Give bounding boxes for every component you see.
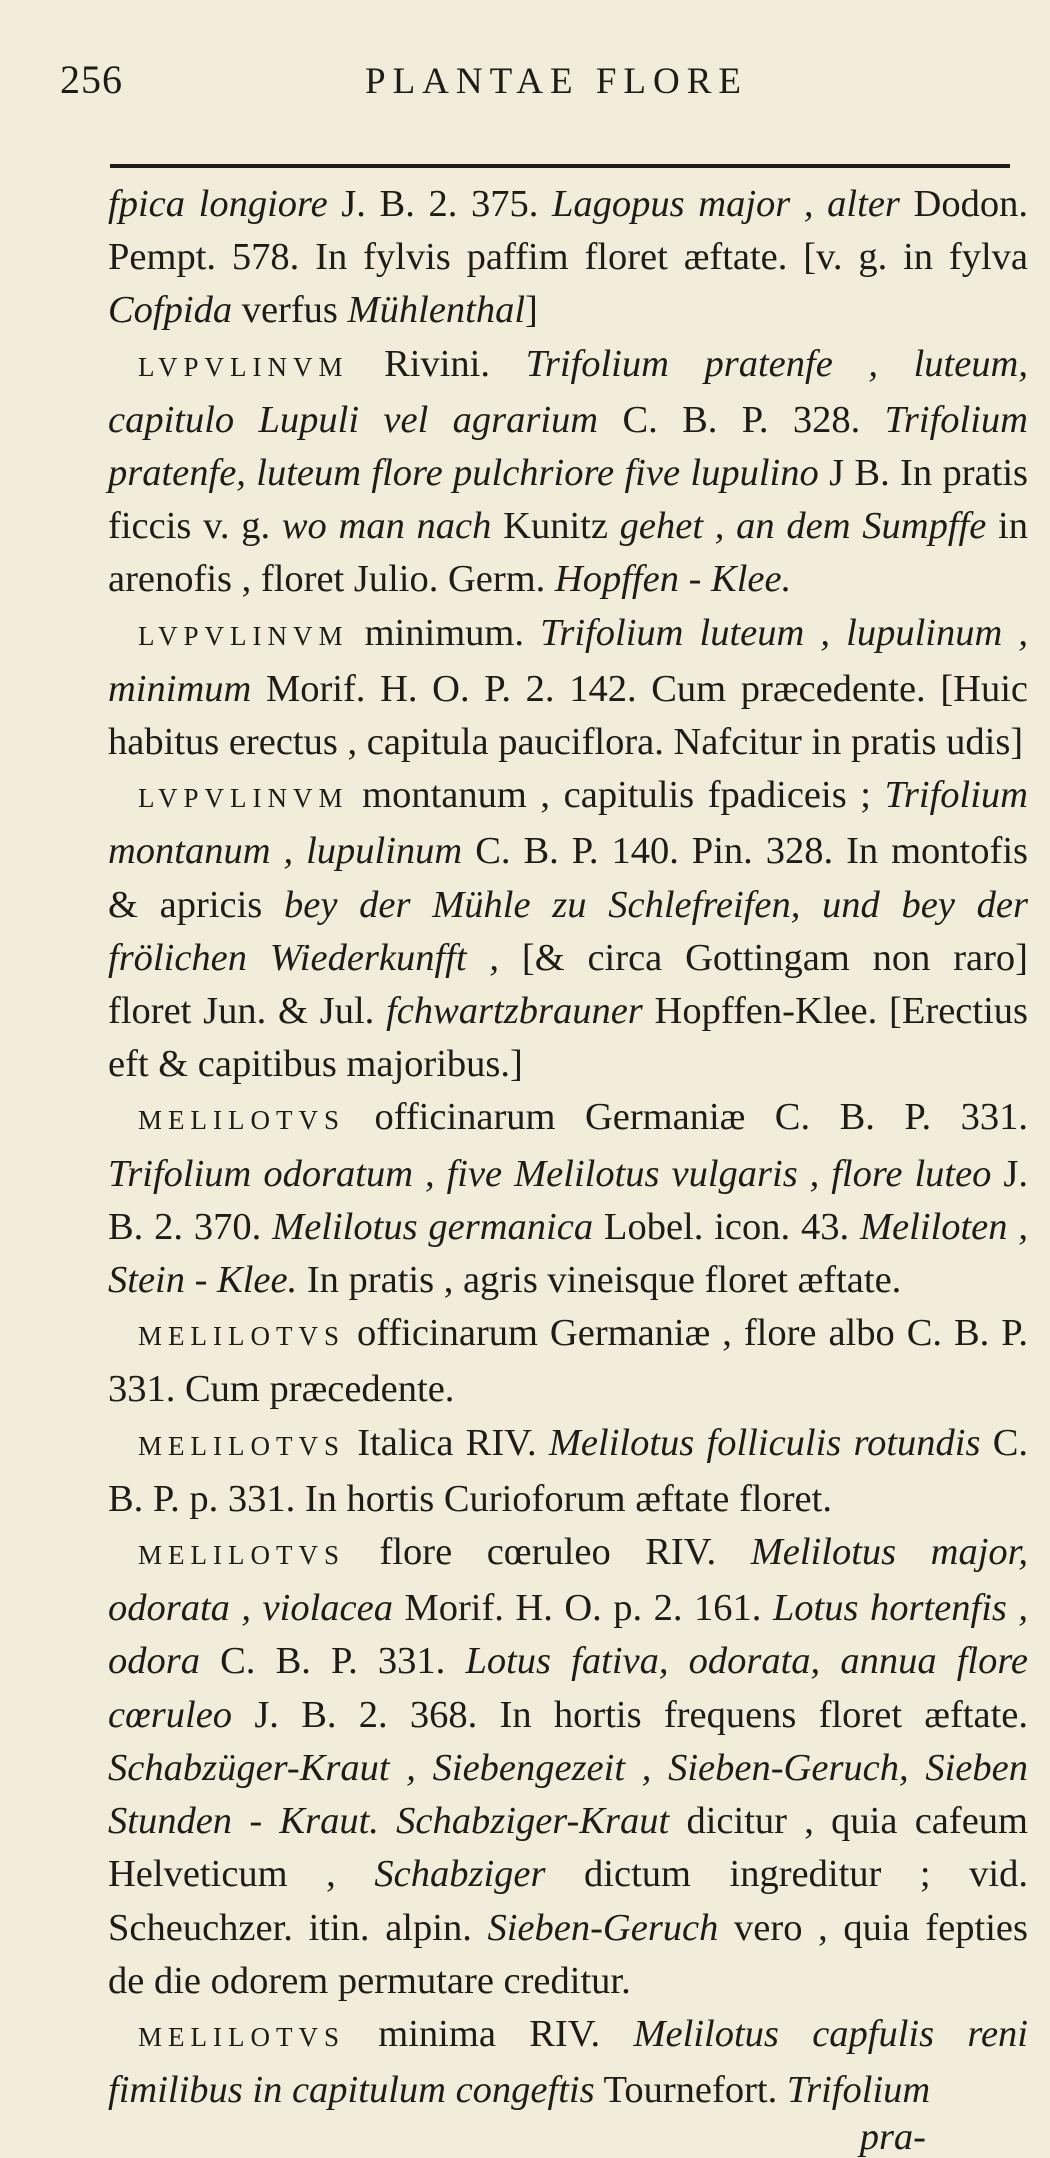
text-run: ] xyxy=(525,289,538,332)
italic-text: Meliloten , Stein - Klee. xyxy=(108,1205,1028,1302)
italic-text: Trifolium odoratum , five Melilotus vulgaris , flore luteo xyxy=(108,1152,992,1195)
text-run: C. B. P. 140. Pin. 328. In montofis & apricis xyxy=(108,830,1029,926)
text-run: Italica RIV. xyxy=(344,1421,549,1464)
text-run: Hopffen-Klee. [Erectius eft & capitibus majoribus.] xyxy=(108,990,1029,1086)
text-run: In pratis , agris vineisque floret æftate. xyxy=(297,1259,902,1302)
text-run: Rivini. xyxy=(348,342,526,385)
paragraph xyxy=(108,1417,1028,1526)
italic-text: Melilotus major, odorata , violacea xyxy=(108,1531,1028,1630)
italic-text: Trifolium pratenfe, luteum flore pulchriore five lupulino xyxy=(108,398,1028,495)
text-run: J. B. 2. 375. xyxy=(327,183,553,225)
text-run: verfus xyxy=(232,289,348,332)
catchword: pra- xyxy=(859,2116,926,2158)
italic-text: Melilotus capfulis reni fimilibus in capitulum congeftis xyxy=(108,2012,1028,2112)
italic-text: Trifolium pratenfe , luteum, capitulo Lupuli vel agrarium xyxy=(108,342,1028,441)
page-header xyxy=(60,56,996,112)
text-run: in arenofis , floret Julio. Germ. xyxy=(108,505,1028,601)
italic-text: Cofpida xyxy=(108,289,233,332)
italic-text: fchwartzbrauner xyxy=(386,990,643,1033)
genus-name: MELILOTVS xyxy=(138,2021,345,2052)
paragraph xyxy=(108,1307,1028,1416)
italic-text: Lotus fativa, odorata, annua flore cœruleo xyxy=(108,1640,1028,1736)
text-run: dictum ingreditur ; vid. Scheuchzer. itin. alpin. xyxy=(108,1853,1029,1949)
italic-text: Mühlenthal xyxy=(347,289,526,332)
italic-text: Lotus hortenfis , odora xyxy=(108,1587,1028,1683)
header-rule xyxy=(110,164,1010,168)
genus-name: MELILOTVS xyxy=(138,1321,345,1352)
text-run: officinarum Germaniæ , flore albo C. B. P. 331. Cum præcedente. xyxy=(108,1312,1028,1411)
text-run: Lobel. icon. 43. xyxy=(593,1205,860,1248)
text-run: J. B. 2. 370. xyxy=(108,1152,1028,1248)
italic-text: Schabziger xyxy=(374,1853,546,1896)
text-run: C. B. P. 331. xyxy=(199,1640,466,1683)
italic-text: Hopffen - Klee. xyxy=(554,558,792,601)
italic-text: fpica longiore xyxy=(108,183,328,225)
italic-text: Melilotus folliculis rotundis xyxy=(548,1421,981,1464)
text-run: minima RIV. xyxy=(344,2012,634,2055)
italic-text: wo man nach xyxy=(281,505,492,548)
text-run: vero , quia fepties de die odorem permutare creditur. xyxy=(108,1906,1028,2002)
text-run: Dodon. Pempt. 578. In fylvis paffim floret æftate. [v. g. in fylva xyxy=(108,183,1028,279)
paragraph xyxy=(108,607,1028,770)
genus-name: LVPVLINVM xyxy=(138,783,349,814)
text-run: J B. In pratis ficcis v. g. xyxy=(108,452,1028,548)
paragraph xyxy=(108,2008,1028,2117)
page-number: 256 xyxy=(60,57,123,102)
italic-text: gehet , an dem Sumpffe xyxy=(619,505,987,548)
text-run: C. B. P. p. 331. In hortis Curioforum æftate floret. xyxy=(108,1421,1028,1520)
paragraph xyxy=(108,769,1028,1091)
genus-name: MELILOTVS xyxy=(138,1105,345,1136)
genus-name: LVPVLINVM xyxy=(138,351,349,382)
italic-text: Trifolium luteum , lupulinum , minimum xyxy=(108,611,1029,710)
running-head: PLANTAE FLORE xyxy=(365,61,749,102)
text-run: [& circa Gottingam non raro] floret Jun. & Jul. xyxy=(108,936,1028,1033)
text-run: minimum. xyxy=(348,611,541,654)
body-text xyxy=(108,178,1028,2117)
text-run: Kunitz xyxy=(491,505,620,548)
text-run: Tournefort. xyxy=(594,2069,787,2112)
text-run: C. B. P. 328. xyxy=(598,398,885,441)
paragraph xyxy=(108,338,1028,607)
italic-text: Trifolium montanum , lupulinum xyxy=(108,774,1028,873)
paragraph xyxy=(108,1091,1028,1307)
text-run: Morif. H. O. p. 2. 161. xyxy=(392,1587,773,1630)
italic-text: Lagopus major , alter xyxy=(552,183,900,225)
italic-text: bey der Mühle zu Schlefreifen, und bey der frölichen Wiederkunfft , xyxy=(108,883,1028,979)
genus-name: LVPVLINVM xyxy=(138,620,349,651)
paragraph xyxy=(108,1526,1028,2008)
italic-text: Melilotus germanica xyxy=(272,1205,594,1248)
genus-name: MELILOTVS xyxy=(138,1430,345,1461)
italic-text: Schabzüger-Kraut , Siebengezeit , Sieben-Geruch, Sieben Stunden - Kraut. Schabziger-Kraut xyxy=(108,1746,1028,1843)
text-run: officinarum Germaniæ C. B. P. 331. xyxy=(344,1096,1028,1139)
text-run: montanum , capitulis fpadiceis ; xyxy=(348,774,885,817)
text-run: J. B. 2. 368. In hortis frequens floret æftate. xyxy=(232,1693,1028,1736)
paragraph xyxy=(108,178,1028,338)
italic-text: Trifolium xyxy=(786,2069,931,2112)
italic-text: Sieben-Geruch xyxy=(487,1906,719,1949)
genus-name: MELILOTVS xyxy=(138,1540,345,1571)
text-run: dicitur , quia cafeum Helveticum , xyxy=(108,1800,1028,1896)
text-run: flore cœruleo RIV. xyxy=(344,1531,751,1574)
text-run: Morif. H. O. P. 2. 142. Cum præcedente. [Huic habitus erectus , capitula pauciflora. Nafcitur in pratis udis] xyxy=(108,667,1028,764)
